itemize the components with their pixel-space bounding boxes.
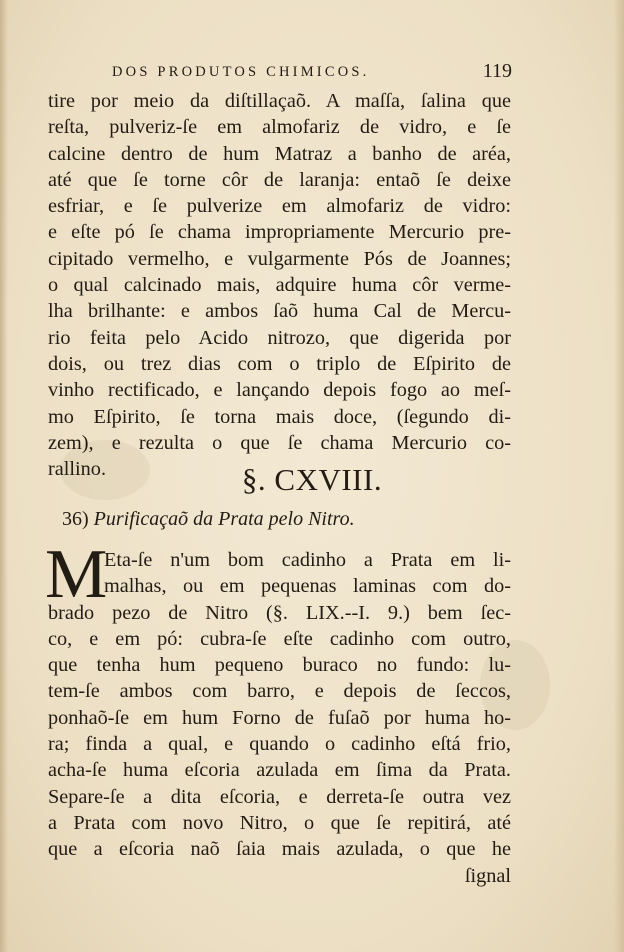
running-title: DOS PRODUTOS CHIMICOS. [112, 64, 370, 80]
text-line: dois, ou trez dias com o triplo de Eſpirito de [48, 352, 511, 375]
text-line: brado pezo de Nitro (§. LIX.--I. 9.) bem ſec- [48, 601, 511, 624]
text-line: co, e em pó: cubra-ſe eſte cadinho com outro, [48, 627, 511, 650]
text-line: rio feita pelo Acido nitrozo, que digerida por [48, 326, 511, 349]
paragraph-continuation [48, 88, 511, 482]
subtitle-text: Purificaçaõ da Prata pelo Nitro. [93, 508, 355, 530]
text-line: reſta, pulveriz-ſe em almofariz de vidro, e ſe [48, 116, 511, 139]
page-header [112, 62, 512, 86]
text-line: lha brilhante: e ambos ſaõ huma Cal de Mercu- [48, 300, 511, 323]
text-line: rallino. [48, 458, 107, 481]
text-line: mo Eſpirito, ſe torna mais doce, (ſegundo di- [48, 405, 511, 428]
catchword: ſignal [464, 864, 511, 887]
text-line: calcine dentro de hum Matraz a banho de aréa, [48, 142, 511, 165]
section-subtitle [62, 508, 355, 531]
text-line: tire por meio da diſtillaçaõ. A maſſa, ſalina que [48, 90, 511, 112]
text-line: tem-ſe ambos com barro, e depois de ſeccos, [48, 680, 511, 703]
text-line: malhas, ou em pequenas laminas com do- [104, 575, 511, 598]
text-line: o qual calcinado mais, adquire huma côr verme- [48, 274, 511, 297]
text-line: ra; finda a qual, e quando o cadinho eſtá frio, [48, 733, 511, 756]
paragraph-silver-purification [48, 547, 511, 889]
text-line: zem), e rezulta o que ſe chama Mercurio co- [48, 431, 511, 454]
text-line: vinho rectificado, e lançando depois fogo ao meſ- [48, 379, 511, 402]
text-line: esfriar, e ſe pulverize em almofariz de vidro: [48, 195, 511, 218]
drop-cap: M [45, 536, 108, 613]
text-line: e eſte pó ſe chama impropriamente Mercurio pre- [48, 221, 511, 244]
subtitle-number: 36) [62, 508, 89, 530]
text-line: até que ſe torne côr de laranja: entaõ ſe deixe [48, 168, 511, 191]
text-line: acha-ſe huma eſcoria azulada em ſima da Prata. [48, 759, 511, 782]
page-number: 119 [482, 60, 512, 82]
section-heading: §. CXVIII. [241, 462, 383, 497]
text-line: a Prata com novo Nitro, o que ſe repitirá, até [48, 811, 511, 834]
text-line: ponhaõ-ſe em hum Forno de fuſaõ por huma ho- [48, 706, 511, 729]
text-line: cipitado vermelho, e vulgarmente Pós de Joannes; [48, 247, 511, 270]
text-line: Eta-ſe n'um bom cadinho a Prata em li- [104, 549, 511, 571]
text-line: Separe-ſe a dita eſcoria, e derreta-ſe outra vez [48, 785, 511, 808]
text-line: que a eſcoria naõ ſaia mais azulada, o que he [48, 838, 511, 861]
text-line: que tenha hum pequeno buraco no fundo: lu- [48, 654, 511, 677]
